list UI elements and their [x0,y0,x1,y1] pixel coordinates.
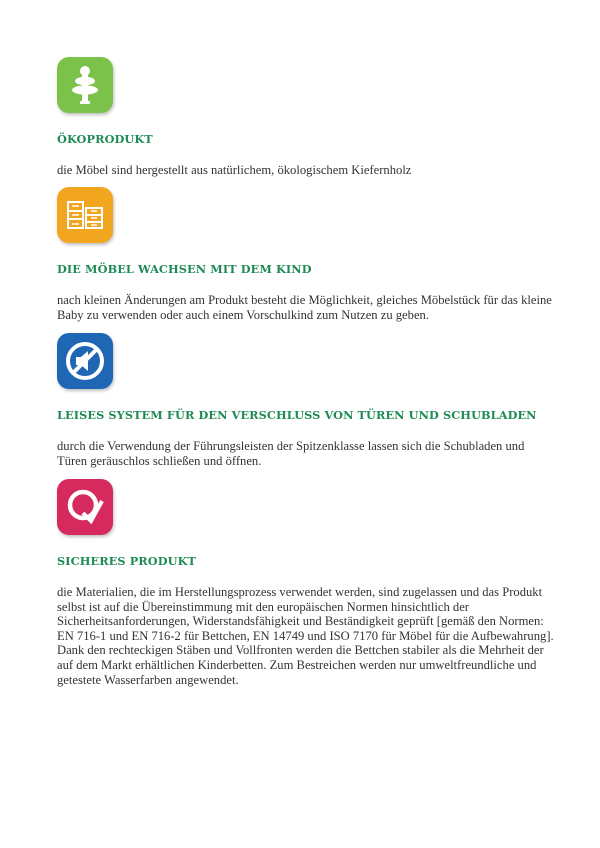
section-text: durch die Verwendung der Führungsleisten der Spitzenklasse lassen sich die Schubladen und Türen geräuschlos schließen und öffnen. [57,439,525,468]
section-safe-product [57,479,557,687]
section-quiet-system [57,333,557,468]
section-heading: DIE MÖBEL WACHSEN MIT DEM KIND [57,262,312,276]
mute-speaker-icon [57,333,113,389]
section-heading: LEISES SYSTEM FÜR DEN VERSCHLUSS VON TÜREN UND SCHUBLADEN [57,408,537,422]
quality-check-icon [57,479,113,535]
dresser-icon [57,187,113,243]
section-heading: ÖKOPRODUKT [57,132,153,146]
eco-tree-icon [57,57,113,113]
section-text: die Möbel sind hergestellt aus natürlichem, ökologischem Kiefernholz [57,163,412,177]
section-eco-product [57,57,557,178]
section-text: die Materialien, die im Herstellungsprozess verwendet werden, sind zugelassen und das Produkt selbst ist auf die Übereinstimmung mit den europäischen Normen hinsichtlich der Sicherheitsanforderungen, Widerstandsfähigkeit und Beständigkeit geprüft [gemäß den Normen: EN 716-1 und EN 716-2 für Bettchen, EN 14749 und ISO 7170 für Möbel für die Aufbewahrung]. Dank den rechteckigen Stäben und Vollfronten werden die Bettchen stabiler als die Mehrheit der auf dem Markt erhältlichen Kinderbetten. Zum Bestreichen werden nur umweltfreundliche und getestete Wasserfarben angewendet. [57,585,554,687]
section-grows-with-child [57,187,557,322]
section-heading: SICHERES PRODUKT [57,554,197,568]
section-text: nach kleinen Änderungen am Produkt besteht die Möglichkeit, gleiches Möbelstück für das kleine Baby zu verwenden oder auch einem Vorschulkind zum Nutzen zu geben. [57,293,552,322]
